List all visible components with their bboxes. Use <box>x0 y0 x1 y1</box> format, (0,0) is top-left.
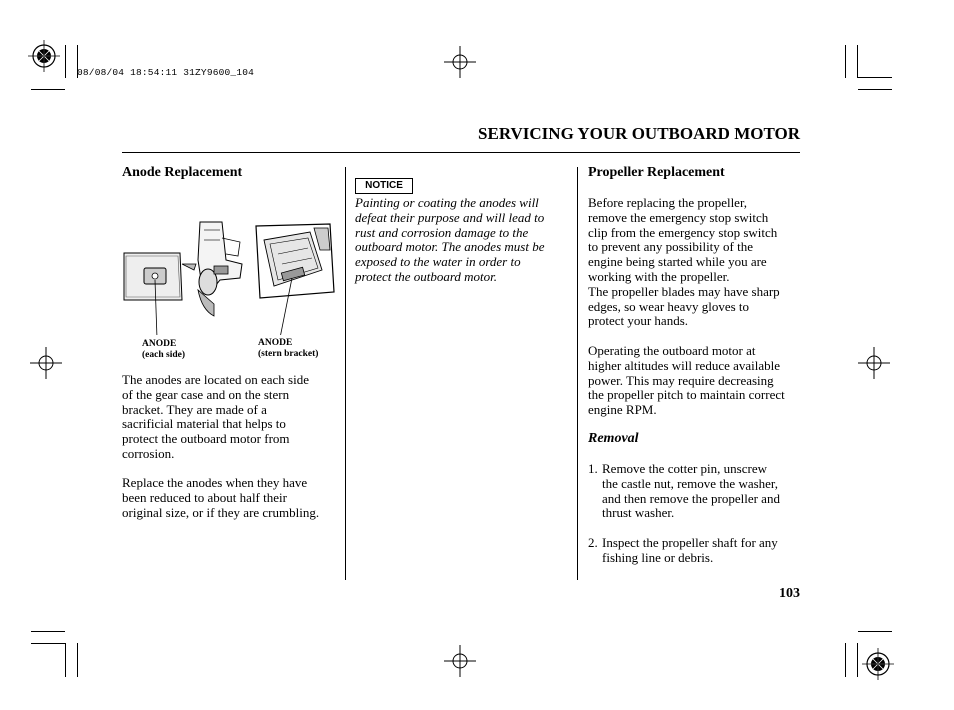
crop-line <box>845 643 846 677</box>
text-line: and then remove the propeller and <box>602 490 780 506</box>
caption-line: ANODE <box>258 338 293 348</box>
text-line: the propeller pitch to maintain correct <box>588 387 785 403</box>
crosshair-mark-icon <box>444 645 476 677</box>
text-line: protect the outboard motor from <box>122 431 290 447</box>
text-line: engine RPM. <box>588 402 657 418</box>
print-info: 08/08/04 18:54:11 31ZY9600_104 <box>77 67 255 78</box>
notice-text <box>355 196 570 285</box>
text-line: working with the propeller. <box>588 268 730 284</box>
text-line: outboard motor. The anodes must be <box>355 239 545 255</box>
anode-replace-paragraph <box>122 476 342 520</box>
caption-anode-stern-bracket <box>258 338 318 360</box>
propeller-safety-paragraph <box>588 196 803 329</box>
crop-line <box>77 643 78 677</box>
motor-lower-unit <box>182 222 242 316</box>
text-line: to prevent any possibility of the <box>588 239 754 255</box>
removal-subheading: Removal <box>588 431 639 446</box>
text-line: power. This may require decreasing <box>588 372 774 388</box>
notice-badge: NOTICE <box>355 178 413 194</box>
crop-line <box>858 89 892 90</box>
text-line: corrosion. <box>122 445 175 461</box>
text-line: clip from the emergency stop switch <box>588 224 778 240</box>
crop-line <box>65 643 66 677</box>
altitude-paragraph <box>588 344 803 418</box>
text-line: exposed to the water in order to <box>355 254 521 270</box>
text-line: The anodes are located on each side <box>122 372 309 387</box>
stern-bracket-inset <box>256 224 334 298</box>
propeller-heading: Propeller Replacement <box>588 165 725 180</box>
text-line: of the gear case and on the stern <box>122 386 290 402</box>
text-line: protect your hands. <box>588 313 689 329</box>
crop-line <box>31 631 65 632</box>
text-line: remove the emergency stop switch <box>588 209 769 225</box>
crop-line <box>858 631 892 632</box>
caption-line: ANODE <box>142 339 177 349</box>
removal-step <box>588 536 803 566</box>
text-line: sacrificial material that helps to <box>122 416 286 432</box>
removal-steps <box>588 462 803 566</box>
text-line: the castle nut, remove the washer, <box>602 475 778 491</box>
step-number: 1. <box>588 461 598 476</box>
header-rule <box>122 152 800 153</box>
text-line: Inspect the propeller shaft for any <box>602 534 778 550</box>
text-line: engine being started while you are <box>588 254 767 270</box>
caption-line: (each side) <box>142 350 186 360</box>
crop-line <box>31 89 65 90</box>
text-line: bracket. They are made of a <box>122 401 267 417</box>
text-line: Replace the anodes when they have <box>122 475 308 490</box>
text-line: defeat their purpose and will lead to <box>355 209 545 225</box>
crosshair-mark-icon <box>444 46 476 78</box>
section-title: SERVICING YOUR OUTBOARD MOTOR <box>478 124 800 143</box>
text-line: fishing line or debris. <box>602 549 714 565</box>
removal-step <box>588 462 803 521</box>
column-divider <box>577 167 578 580</box>
caption-anode-each-side <box>142 339 185 361</box>
text-line: higher altitudes will reduce available <box>588 357 781 373</box>
text-line: rust and corrosion damage to the <box>355 224 529 240</box>
text-line: Operating the outboard motor at <box>588 343 756 358</box>
crop-line <box>845 45 846 78</box>
anode-illustration <box>122 220 337 335</box>
text-line: protect the outboard motor. <box>355 268 498 284</box>
crop-line <box>65 45 66 78</box>
crosshair-mark-icon <box>30 347 62 379</box>
column-divider <box>345 167 346 580</box>
crosshair-mark-icon <box>858 347 890 379</box>
text-line: Before replacing the propeller, <box>588 195 748 210</box>
crop-line <box>857 45 858 78</box>
crop-line <box>858 77 892 78</box>
text-line: thrust washer. <box>602 505 675 521</box>
text-line: The propeller blades may have sharp <box>588 283 780 299</box>
text-line: original size, or if they are crumbling. <box>122 504 320 520</box>
crop-line <box>31 643 65 644</box>
registration-mark-icon <box>862 648 894 680</box>
registration-mark-icon <box>28 40 60 72</box>
anode-heading: Anode Replacement <box>122 165 243 180</box>
text-line: edges, so wear heavy gloves to <box>588 298 750 314</box>
page-number: 103 <box>779 586 800 601</box>
gear-case-anode <box>124 253 182 300</box>
crop-line <box>857 643 858 677</box>
text-line: Remove the cotter pin, unscrew <box>602 461 767 476</box>
anode-location-paragraph <box>122 373 342 462</box>
step-number: 2. <box>588 534 598 550</box>
caption-line: (stern bracket) <box>258 349 319 359</box>
text-line: Painting or coating the anodes will <box>355 195 539 210</box>
text-line: been reduced to about half their <box>122 489 287 505</box>
